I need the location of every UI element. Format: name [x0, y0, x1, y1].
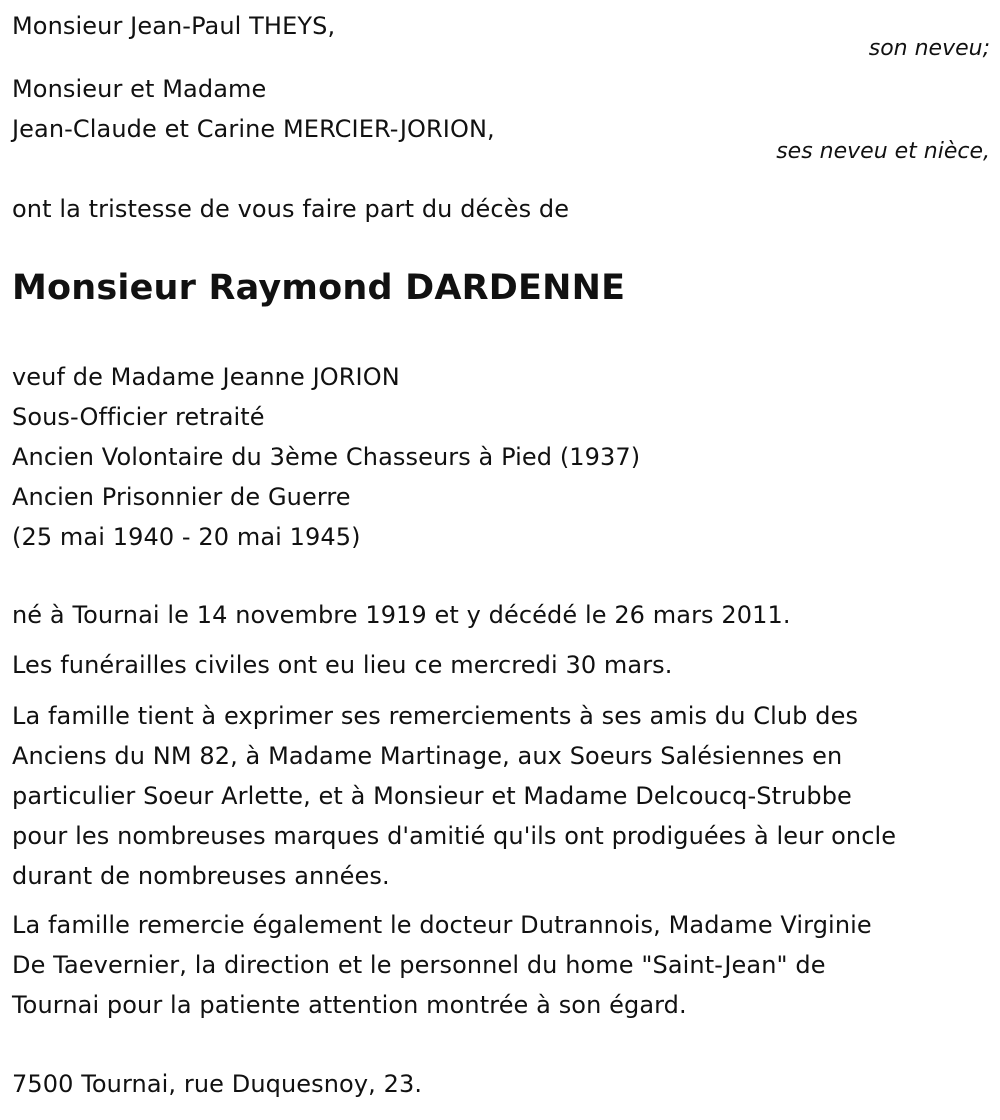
thanks-1-line-2: Anciens du NM 82, à Madame Martinage, aux Soeurs Salésiennes en: [12, 742, 843, 770]
announcer-1-relation: son neveu;: [868, 36, 990, 61]
thanks-1-line-4: pour les nombreuses marques d'amitié qu'ils ont prodiguées à leur oncle: [12, 822, 897, 850]
intro-text: ont la tristesse de vous faire part du décès de: [12, 195, 570, 223]
bio-line-volunteer: Ancien Volontaire du 3ème Chasseurs à Pied (1937): [12, 443, 641, 471]
thanks-1-line-3: particulier Soeur Arlette, et à Monsieur et Madame Delcoucq-Strubbe: [12, 782, 852, 810]
bio-line-rank: Sous-Officier retraité: [12, 403, 265, 431]
thanks-1-line-1: La famille tient à exprimer ses remerciements à ses amis du Club des: [12, 702, 859, 730]
thanks-2-line-3: Tournai pour la patiente attention montrée à son égard.: [12, 991, 687, 1019]
announcer-2-line-1: Monsieur et Madame: [12, 75, 267, 103]
deceased-name: Monsieur Raymond DARDENNE: [12, 268, 626, 308]
bio-line-prisoner: Ancien Prisonnier de Guerre: [12, 483, 351, 511]
announcer-2-line-2: Jean-Claude et Carine MERCIER-JORION,: [12, 115, 495, 143]
birth-death-text: né à Tournai le 14 novembre 1919 et y décédé le 26 mars 2011.: [12, 601, 791, 629]
address-text: 7500 Tournai, rue Duquesnoy, 23.: [12, 1070, 423, 1098]
thanks-2-line-1: La famille remercie également le docteur Dutrannois, Madame Virginie: [12, 911, 872, 939]
thanks-1-line-5: durant de nombreuses années.: [12, 862, 390, 890]
thanks-2-line-2: De Taevernier, la direction et le personnel du home "Saint-Jean" de: [12, 951, 826, 979]
funeral-text: Les funérailles civiles ont eu lieu ce mercredi 30 mars.: [12, 651, 673, 679]
announcer-2-relation: ses neveu et nièce,: [776, 139, 990, 164]
bio-line-widow: veuf de Madame Jeanne JORION: [12, 363, 400, 391]
bio-line-prisoner-dates: (25 mai 1940 - 20 mai 1945): [12, 523, 361, 551]
announcer-1-name: Monsieur Jean-Paul THEYS,: [12, 12, 336, 40]
